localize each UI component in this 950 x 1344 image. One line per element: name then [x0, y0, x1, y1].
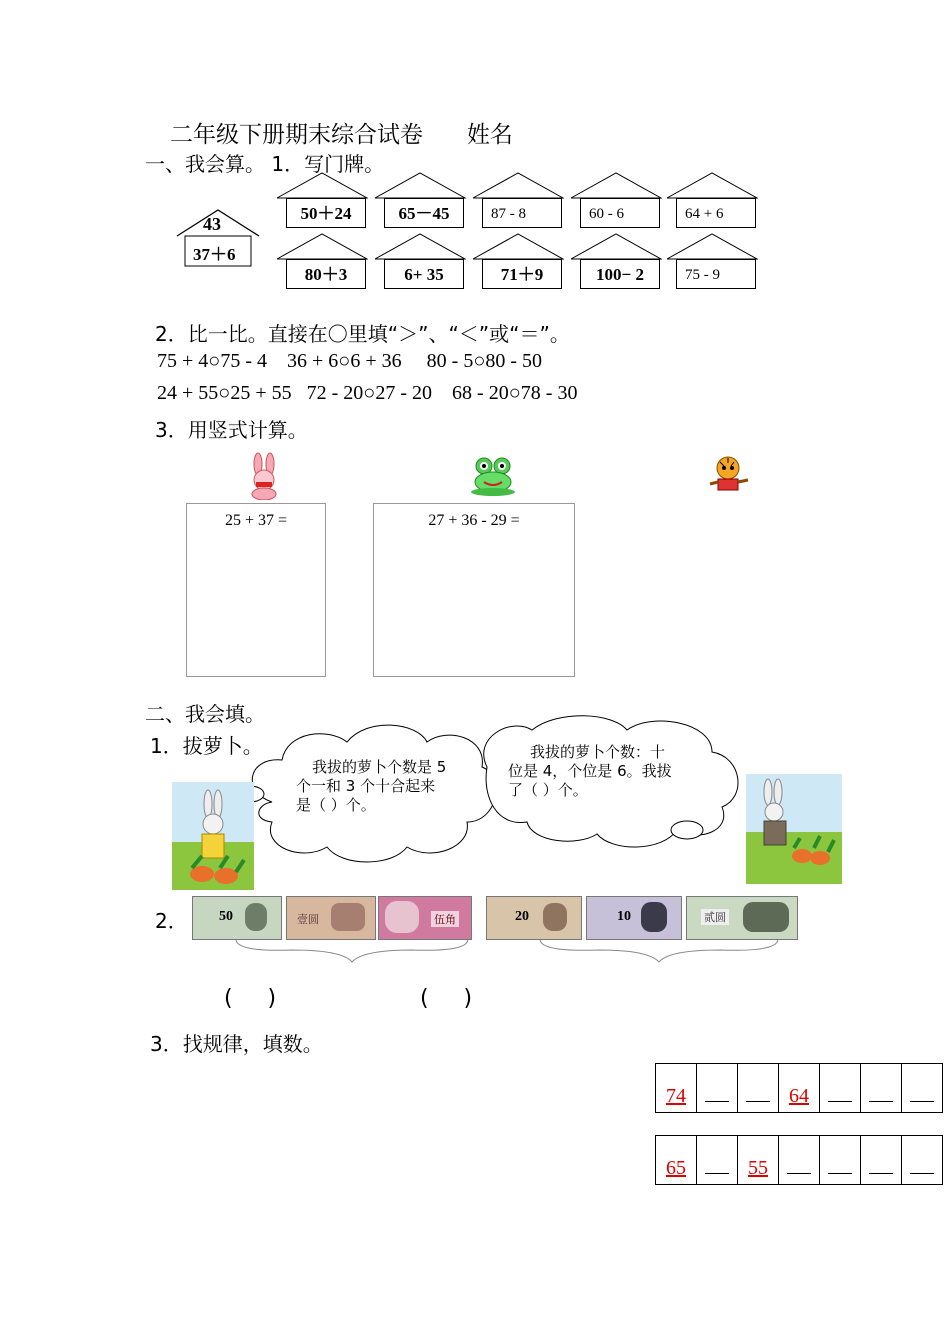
house-4	[570, 172, 662, 232]
page-title: 二年级下册期末综合试卷 姓名	[170, 122, 513, 148]
cloud-right-line-2: 位是 4，个位是 6。我拔	[508, 762, 672, 780]
money-question-label: 2．	[155, 909, 188, 933]
house-roof-number: 43	[203, 214, 221, 234]
house-3	[472, 172, 564, 232]
house-7	[374, 233, 466, 293]
compare-heading: 2．比一比。直接在〇里填“＞”、“＜”或“＝”。	[155, 322, 570, 346]
pattern-cell[interactable]	[779, 1136, 820, 1185]
banknote-value: 壹圆	[297, 913, 319, 926]
pattern-cell[interactable]	[861, 1136, 902, 1185]
pattern-cell[interactable]	[820, 1064, 861, 1113]
banknote-value: 10	[617, 909, 631, 924]
portrait-icon	[641, 902, 667, 932]
cloud-right-line-1: 我拔的萝卜个数：十	[530, 743, 666, 761]
banknote-value: 贰圆	[701, 909, 729, 925]
cloud-left-line-1: 我拔的萝卜个数是 5	[312, 758, 447, 776]
house-door: 60 - 6	[580, 198, 660, 228]
house-9	[570, 233, 662, 293]
section1-heading: 一、我会算。 1．写门牌。	[145, 152, 385, 176]
pattern-cell[interactable]	[861, 1064, 902, 1113]
portrait-icon	[331, 903, 365, 931]
house-example	[175, 208, 261, 270]
tiger-sticker-icon	[704, 454, 754, 496]
house-5	[666, 172, 758, 232]
house-door: 80＋3	[286, 259, 366, 289]
cloud-left-text	[296, 758, 466, 815]
pattern-cell[interactable]	[902, 1136, 943, 1185]
banknote-value: 20	[515, 909, 529, 924]
pattern-cell[interactable]	[697, 1136, 738, 1185]
banknote-1yuan	[286, 896, 376, 940]
pattern-cell[interactable]: 55	[738, 1136, 779, 1185]
answer-paren-right[interactable]: ( )	[420, 986, 473, 1011]
pattern-cell[interactable]: 74	[656, 1064, 697, 1113]
section2-heading: 二、我会填。	[145, 702, 265, 726]
cloud-left-line-3: 是（ ）个。	[296, 796, 376, 814]
brace-right	[536, 938, 782, 964]
house-2	[374, 172, 466, 232]
banknote-value: 伍角	[431, 911, 459, 927]
banknote-20	[486, 896, 582, 940]
compare-row-2: 24 + 55○25 + 55 72 - 20○27 - 20 68 - 20○78 - 30	[157, 382, 578, 404]
pattern-cell[interactable]: 65	[656, 1136, 697, 1185]
pattern-cell[interactable]	[820, 1136, 861, 1185]
calc-box-2	[373, 503, 575, 677]
pattern-grid-2	[655, 1135, 943, 1185]
rabbit-radish-picture-right	[746, 774, 842, 884]
calc-box-1	[186, 503, 326, 677]
house-door: 6+ 35	[384, 259, 464, 289]
house-1	[276, 172, 368, 232]
pattern-cell[interactable]	[697, 1064, 738, 1113]
cloud-left-line-2: 个一和 3 个十合起来	[296, 777, 436, 795]
cloud-right-line-3: 了（ ）个。	[508, 781, 588, 799]
house-10	[666, 233, 758, 293]
house-8	[472, 233, 564, 293]
pattern-grid-1	[655, 1063, 943, 1113]
banknote-50	[192, 896, 282, 940]
pull-radish-heading: 1．拔萝卜。	[150, 734, 263, 758]
house-door: 50＋24	[286, 198, 366, 228]
house-door: 100− 2	[580, 259, 660, 289]
house-door: 64 + 6	[676, 198, 756, 228]
brace-left	[232, 938, 472, 964]
banknote-2yuan	[686, 896, 798, 940]
portrait-icon	[543, 903, 567, 931]
portrait-icon	[245, 903, 267, 931]
house-door: 65－45	[384, 198, 464, 228]
house-door-label: 37＋6	[193, 245, 236, 264]
calc-problem-1: 25 + 37 =	[224, 512, 288, 529]
vertical-calc-heading: 3．用竖式计算。	[155, 418, 308, 442]
banknote-10	[586, 896, 682, 940]
pattern-heading: 3．找规律，填数。	[150, 1032, 323, 1056]
calc-problem-2: 27 + 36 - 29 =	[428, 512, 520, 529]
house-door: 71＋9	[482, 259, 562, 289]
banknote-5jiao	[378, 896, 472, 940]
compare-row-1: 75 + 4○75 - 4 36 + 6○6 + 36 80 - 5○80 - 50	[157, 350, 543, 372]
answer-paren-left[interactable]: ( )	[224, 986, 277, 1011]
house-door: 75 - 9	[676, 259, 756, 289]
banknote-value: 50	[219, 909, 233, 924]
frog-sticker-icon	[468, 456, 518, 496]
house-door: 87 - 8	[482, 198, 562, 228]
pattern-cell[interactable]	[902, 1064, 943, 1113]
rabbit-sticker-icon	[240, 452, 288, 500]
portrait-icon	[385, 901, 419, 933]
house-6	[276, 233, 368, 293]
pattern-cell[interactable]	[738, 1064, 779, 1113]
rabbit-radish-picture-left	[172, 782, 254, 890]
portrait-icon	[743, 902, 789, 932]
cloud-right-text	[508, 743, 708, 800]
pattern-cell[interactable]: 64	[779, 1064, 820, 1113]
